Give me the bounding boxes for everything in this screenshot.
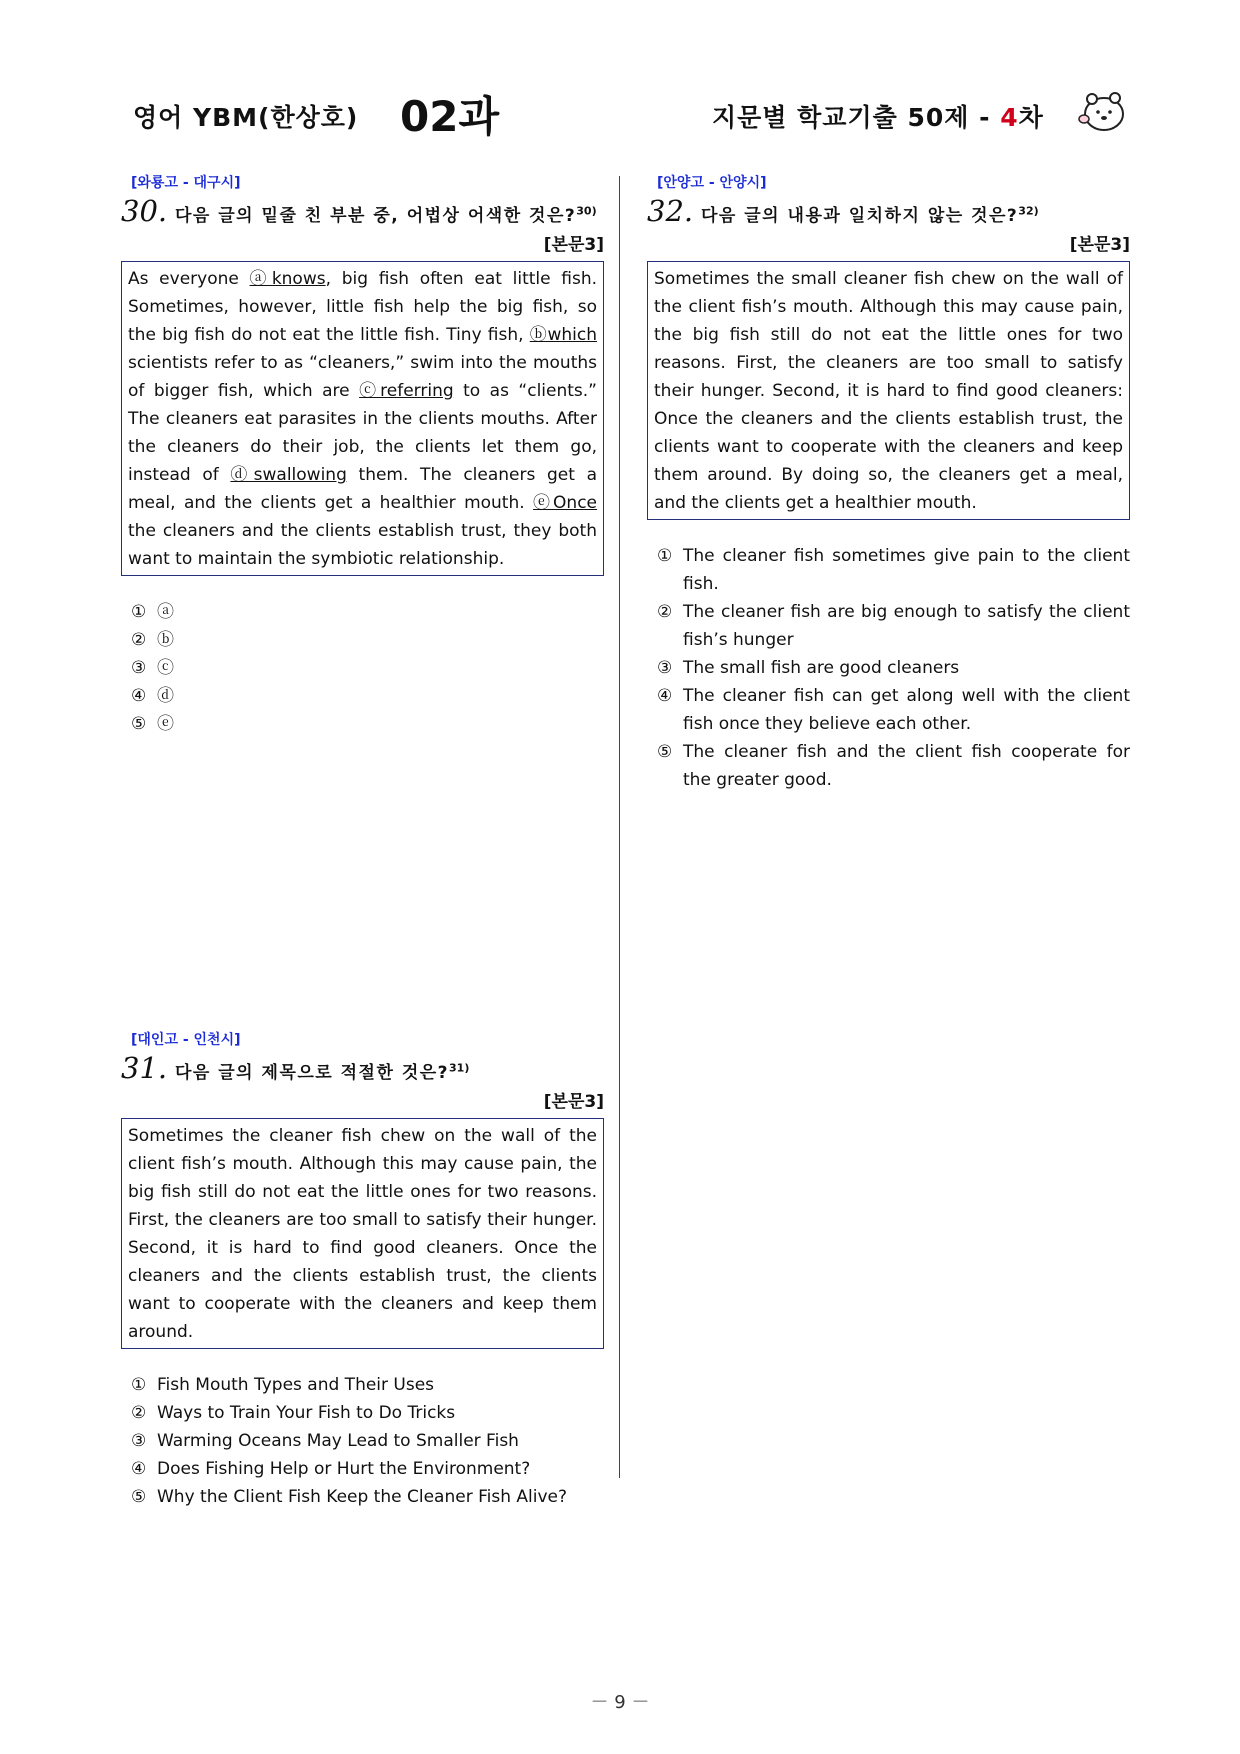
choice-number: ① xyxy=(657,546,673,566)
choice-text: Why the Client Fish Keep the Cleaner Fish Alive? xyxy=(157,1487,568,1507)
question-prompt: 다음 글의 제목으로 적절한 것은? xyxy=(175,1063,450,1083)
choice-number: ④ xyxy=(131,686,147,706)
question-30 xyxy=(121,172,604,738)
question-prompt: 다음 글의 밑줄 친 부분 중, 어법상 어색한 것은? xyxy=(175,206,577,226)
underline-d: ⓓswallowing xyxy=(230,465,347,485)
question-prompt: 다음 글의 내용과 일치하지 않는 것은? xyxy=(701,206,1019,226)
section-tag: [본문3] xyxy=(543,1092,604,1112)
choice-text: The cleaner fish are big enough to satisfy the client fish’s hunger xyxy=(683,602,1130,650)
passage-text: to as “clients.” The cleaners eat parasites in the clients mouths. After the cleaners do their job, the clients let them go, instead of xyxy=(128,381,597,485)
underline-e: ⓔOnce xyxy=(533,493,597,513)
answer-choice[interactable] xyxy=(131,1371,604,1399)
choice-text: Warming Oceans May Lead to Smaller Fish xyxy=(157,1431,519,1451)
set-title-prefix: 지문별 학교기출 50제 - xyxy=(712,103,1001,132)
passage-text: , big fish often eat little fish. Sometimes, however, little fish help the big fish, so the big fish do not eat the little fish. Tiny fish, xyxy=(128,269,598,345)
answer-choice[interactable] xyxy=(131,682,604,710)
choice-text: ⓑ xyxy=(157,630,174,650)
answer-choice[interactable] xyxy=(131,654,604,682)
question-31 xyxy=(121,1029,604,1511)
choice-number: ⑤ xyxy=(657,742,673,762)
answer-choice[interactable] xyxy=(657,598,1130,654)
answer-choice[interactable] xyxy=(657,542,1130,598)
question-number: 30. xyxy=(121,194,168,228)
underline-b: ⓑwhich xyxy=(529,325,597,345)
question-number: 32. xyxy=(647,194,694,228)
choice-number: ⑤ xyxy=(131,1487,147,1507)
set-round-number: 4 xyxy=(1000,103,1019,132)
answer-choice[interactable] xyxy=(657,654,1130,682)
choice-text: Ways to Train Your Fish to Do Tricks xyxy=(157,1403,456,1423)
answer-choices xyxy=(131,1371,604,1511)
choice-text: ⓔ xyxy=(157,714,174,734)
question-stem xyxy=(121,1051,604,1085)
choice-text: Fish Mouth Types and Their Uses xyxy=(157,1375,435,1395)
choice-number: ⑤ xyxy=(131,714,147,734)
answer-choice[interactable] xyxy=(131,710,604,738)
answer-choice[interactable] xyxy=(657,738,1130,794)
answer-choice[interactable] xyxy=(657,682,1130,738)
passage-text: scientists refer to as “cleaners,” swim into the mouths of bigger fish, which are xyxy=(128,353,597,401)
section-tag: [본문3] xyxy=(543,235,604,255)
answer-choice[interactable] xyxy=(131,1455,604,1483)
question-stem xyxy=(121,194,604,228)
answer-choice[interactable] xyxy=(131,1427,604,1455)
choice-number: ④ xyxy=(657,686,673,706)
passage-text: them. The cleaners get a meal, and the clients get a healthier mouth. xyxy=(128,465,598,513)
choice-number: ① xyxy=(131,1375,147,1395)
choice-number: ② xyxy=(131,630,147,650)
choice-number: ④ xyxy=(131,1459,147,1479)
question-32 xyxy=(647,172,1130,794)
question-text xyxy=(701,201,1039,226)
reading-passage: Sometimes the small cleaner fish chew on the wall of the client fish’s mouth. Although this may cause pain, the big fish still do not eat the little ones for two reasons. First, the cleaners are too small to satisfy their hunger. Second, it is hard to find good cleaners: Once the cleaners and the clients establish trust, the clients want to cooperate with the cleaners and keep them around. By doing so, the cleaners get a meal, and the clients get a healthier mouth. xyxy=(647,261,1130,520)
choice-text: The cleaner fish and the client fish cooperate for the greater good. xyxy=(683,742,1130,790)
page-number: － 9 － xyxy=(590,1692,650,1713)
reading-passage: Sometimes the cleaner fish chew on the wall of the client fish’s mouth. Although this may cause pain, the big fish still do not eat the little ones for two reasons. First, the cleaners are too small to satisfy their hunger. Second, it is hard to find good cleaners. Once the cleaners and the clients establish trust, the clients want to cooperate with the cleaners and keep them around. xyxy=(121,1118,604,1349)
passage-text: As everyone xyxy=(128,269,250,289)
question-source: [안양고 - 안양시] xyxy=(657,175,767,191)
footnote-ref: 31) xyxy=(449,1061,470,1075)
question-text xyxy=(175,1058,469,1083)
question-source: [와룡고 - 대구시] xyxy=(131,175,241,191)
question-source: [대인고 - 인천시] xyxy=(131,1032,241,1048)
choice-number: ③ xyxy=(131,1431,147,1451)
choice-number: ② xyxy=(657,602,673,622)
section-tag: [본문3] xyxy=(1069,235,1130,255)
choice-text: ⓓ xyxy=(157,686,174,706)
answer-choice[interactable] xyxy=(131,598,604,626)
answer-choices xyxy=(131,598,604,738)
underline-c: ⓒreferring xyxy=(359,381,454,401)
choice-text: ⓐ xyxy=(157,602,174,622)
subject-title: 영어 YBM(한상호) xyxy=(133,103,359,132)
choice-number: ② xyxy=(131,1403,147,1423)
answer-choice[interactable] xyxy=(131,1483,604,1511)
choice-number: ③ xyxy=(131,658,147,678)
choice-number: ③ xyxy=(657,658,673,678)
lesson-title: 02과 xyxy=(400,92,500,141)
answer-choice[interactable] xyxy=(131,626,604,654)
footnote-ref: 32) xyxy=(1018,204,1039,218)
choice-text: The small fish are good cleaners xyxy=(683,658,960,678)
question-number: 31. xyxy=(121,1051,168,1085)
question-stem xyxy=(647,194,1130,228)
choice-text: The cleaner fish sometimes give pain to the client fish. xyxy=(683,546,1130,594)
bear-mascot-icon xyxy=(1077,87,1127,135)
underline-a: ⓐknows xyxy=(249,269,326,289)
choice-text: The cleaner fish can get along well with the client fish once they believe each other. xyxy=(683,686,1130,734)
set-round-suffix: 차 xyxy=(1018,103,1044,132)
choice-number: ① xyxy=(131,602,147,622)
choice-text: ⓒ xyxy=(157,658,174,678)
choice-text: Does Fishing Help or Hurt the Environment? xyxy=(157,1459,531,1479)
reading-passage xyxy=(121,261,604,576)
passage-text: the cleaners and the clients establish trust, they both want to maintain the symbiotic relationship. xyxy=(128,521,597,569)
question-text xyxy=(175,201,597,226)
answer-choice[interactable] xyxy=(131,1399,604,1427)
set-title xyxy=(712,98,1044,134)
footnote-ref: 30) xyxy=(576,204,597,218)
column-divider xyxy=(619,176,620,1478)
answer-choices xyxy=(657,542,1130,794)
